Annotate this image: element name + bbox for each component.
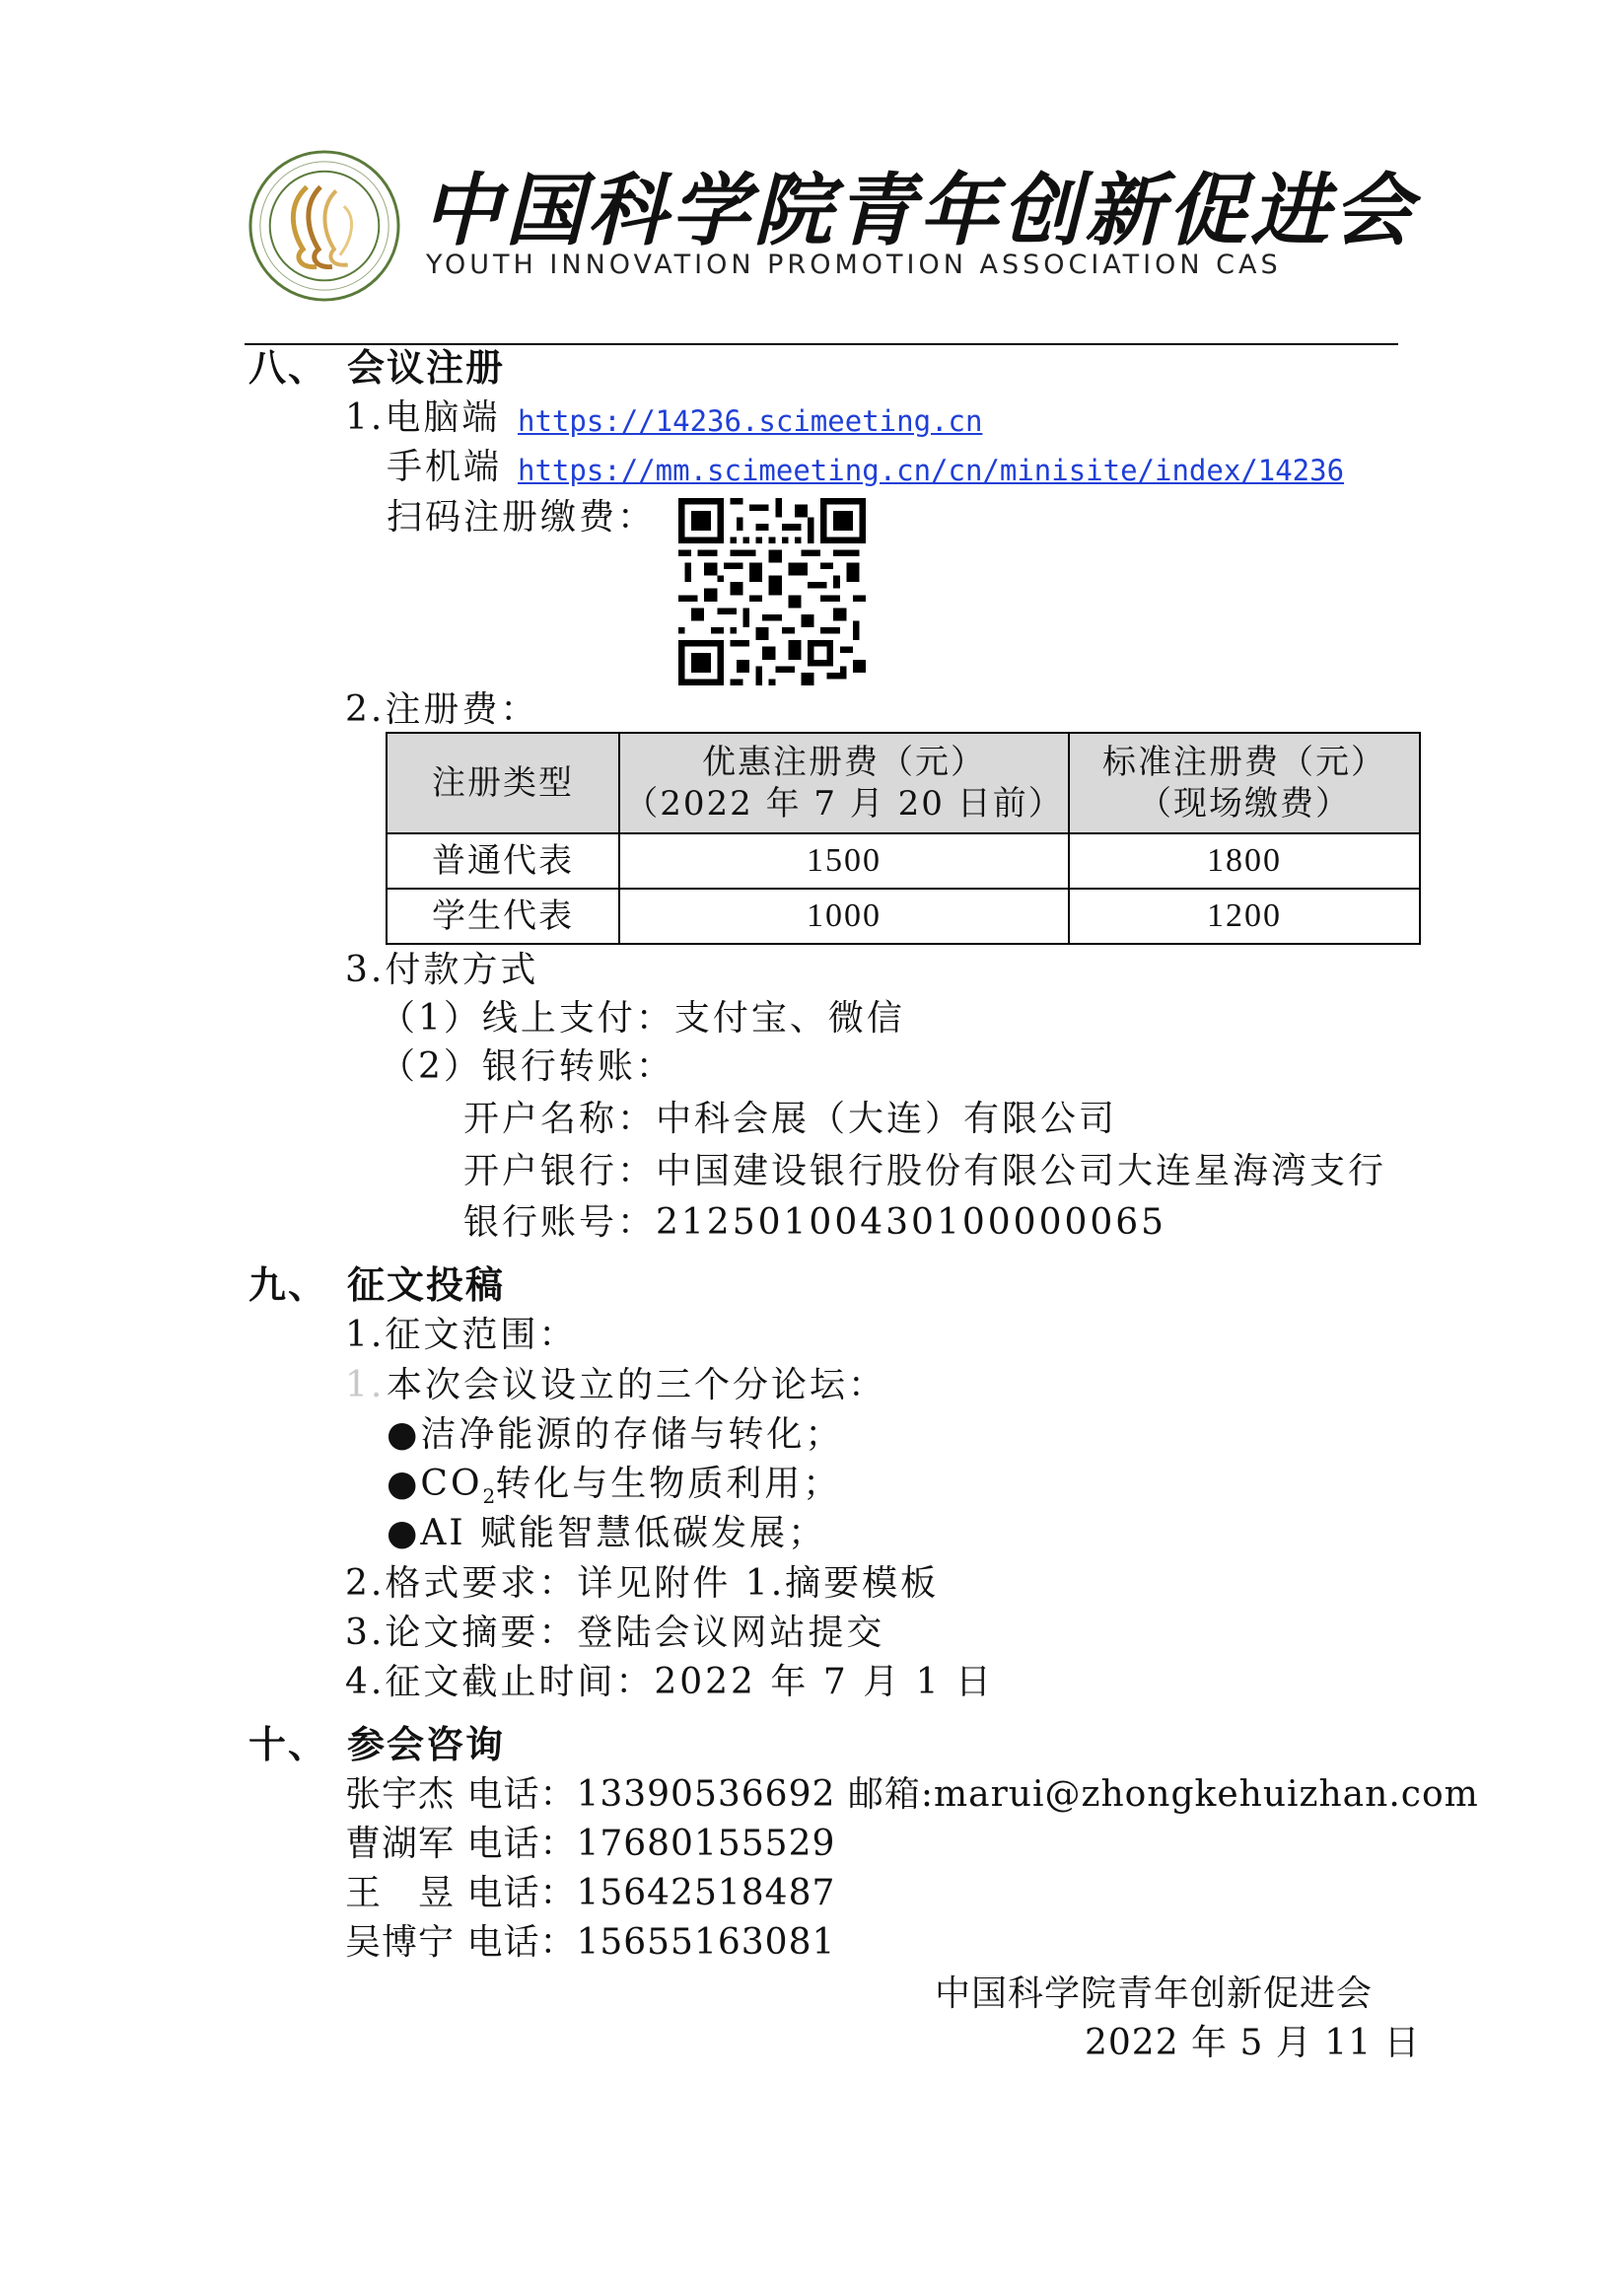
table-cell-standard: 1800 xyxy=(1069,833,1420,889)
forum-item-2-subscript: 2 xyxy=(482,1484,496,1509)
table-cell-standard: 1200 xyxy=(1069,889,1420,944)
account-name: 开户名称：中科会展（大连）有限公司 xyxy=(463,1099,1118,1139)
section8-number: 八、 xyxy=(248,346,328,390)
table-header-standard-line1: 标准注册费（元） xyxy=(1102,743,1386,782)
pc-registration-link[interactable]: https://14236.scimeeting.cn xyxy=(518,404,983,438)
format-requirement: 2.格式要求：详见附件 1.摘要模板 xyxy=(345,1563,940,1604)
table-header-type: 注册类型 xyxy=(387,733,619,833)
header-divider xyxy=(245,343,1398,345)
forum-item-1: ●洁净能源的存储与转化； xyxy=(387,1414,844,1455)
contact-4: 吴博宁 电话：15655163081 xyxy=(345,1922,836,1963)
mobile-registration-link[interactable]: https://mm.scimeeting.cn/cn/minisite/index/14236 xyxy=(518,454,1345,487)
signature-org: 中国科学院青年创新促进会 xyxy=(935,1973,1374,2014)
table-cell-early: 1500 xyxy=(619,833,1069,889)
submission-deadline: 4.征文截止时间：2022 年 7 月 1 日 xyxy=(345,1662,994,1702)
forum-item-2-rest: 转化与生物质利用； xyxy=(495,1464,842,1504)
forum-item-2 xyxy=(387,1465,841,1516)
payment-label: 3.付款方式 xyxy=(345,950,539,990)
fee-label: 2.注册费： xyxy=(345,689,539,730)
abstract-submission: 3.论文摘要：登陆会议网站提交 xyxy=(345,1613,885,1653)
table-cell-early: 1000 xyxy=(619,889,1069,944)
section9-title: 征文投稿 xyxy=(347,1263,506,1307)
section9-number: 九、 xyxy=(248,1263,328,1307)
contact-2: 曹湖军 电话：17680155529 xyxy=(345,1824,836,1864)
table-row xyxy=(387,889,1420,944)
org-name-en-logo: YOUTH INNOVATION PROMOTION ASSOCIATION CAS xyxy=(426,250,1282,280)
payment-online: （1）线上支付：支付宝、微信 xyxy=(380,998,905,1039)
section10-title: 参会咨询 xyxy=(347,1723,506,1766)
contact-3: 王 昱 电话：15642518487 xyxy=(345,1873,836,1913)
forums-intro: 本次会议设立的三个分论坛： xyxy=(387,1365,887,1405)
scope-label: 1.征文范围： xyxy=(345,1315,578,1355)
account-number: 银行账号：21250100430100000065 xyxy=(463,1202,1167,1243)
mobile-label: 手机端 xyxy=(387,447,503,487)
payment-bank: （2）银行转账： xyxy=(380,1046,674,1087)
table-header-early xyxy=(619,733,1069,833)
section10-number: 十、 xyxy=(248,1723,328,1766)
scan-label: 扫码注册缴费： xyxy=(387,497,657,538)
table-cell-type: 学生代表 xyxy=(387,889,619,944)
table-cell-type: 普通代表 xyxy=(387,833,619,889)
table-header-early-line1: 优惠注册费（元） xyxy=(702,743,986,782)
table-header-standard-line2: （现场缴费） xyxy=(1138,784,1351,824)
table-header-row xyxy=(387,733,1420,833)
table-row xyxy=(387,833,1420,889)
association-seal-logo xyxy=(247,148,402,304)
registration-qr-code[interactable] xyxy=(678,498,866,685)
account-bank: 开户银行：中国建设银行股份有限公司大连星海湾支行 xyxy=(463,1151,1387,1191)
signature-date: 2022 年 5 月 11 日 xyxy=(1085,2023,1421,2063)
registration-fee-table xyxy=(386,732,1421,945)
forum-item-2-co: ●CO xyxy=(387,1464,483,1504)
forums-prefix: 1. xyxy=(345,1365,386,1405)
table-header-early-line2: （2022 年 7 月 20 日前） xyxy=(624,784,1064,824)
pc-label: 1.电脑端 xyxy=(345,397,501,438)
contact-1: 张宇杰 电话：13390536692 邮箱:marui@zhongkehuizhan.com xyxy=(345,1774,1479,1815)
forum-item-3: ●AI 赋能智慧低碳发展； xyxy=(387,1513,827,1553)
section8-title: 会议注册 xyxy=(347,346,506,390)
org-name-cn-logo: 中国科学院青年创新促进会 xyxy=(422,164,1416,256)
table-header-standard xyxy=(1069,733,1420,833)
